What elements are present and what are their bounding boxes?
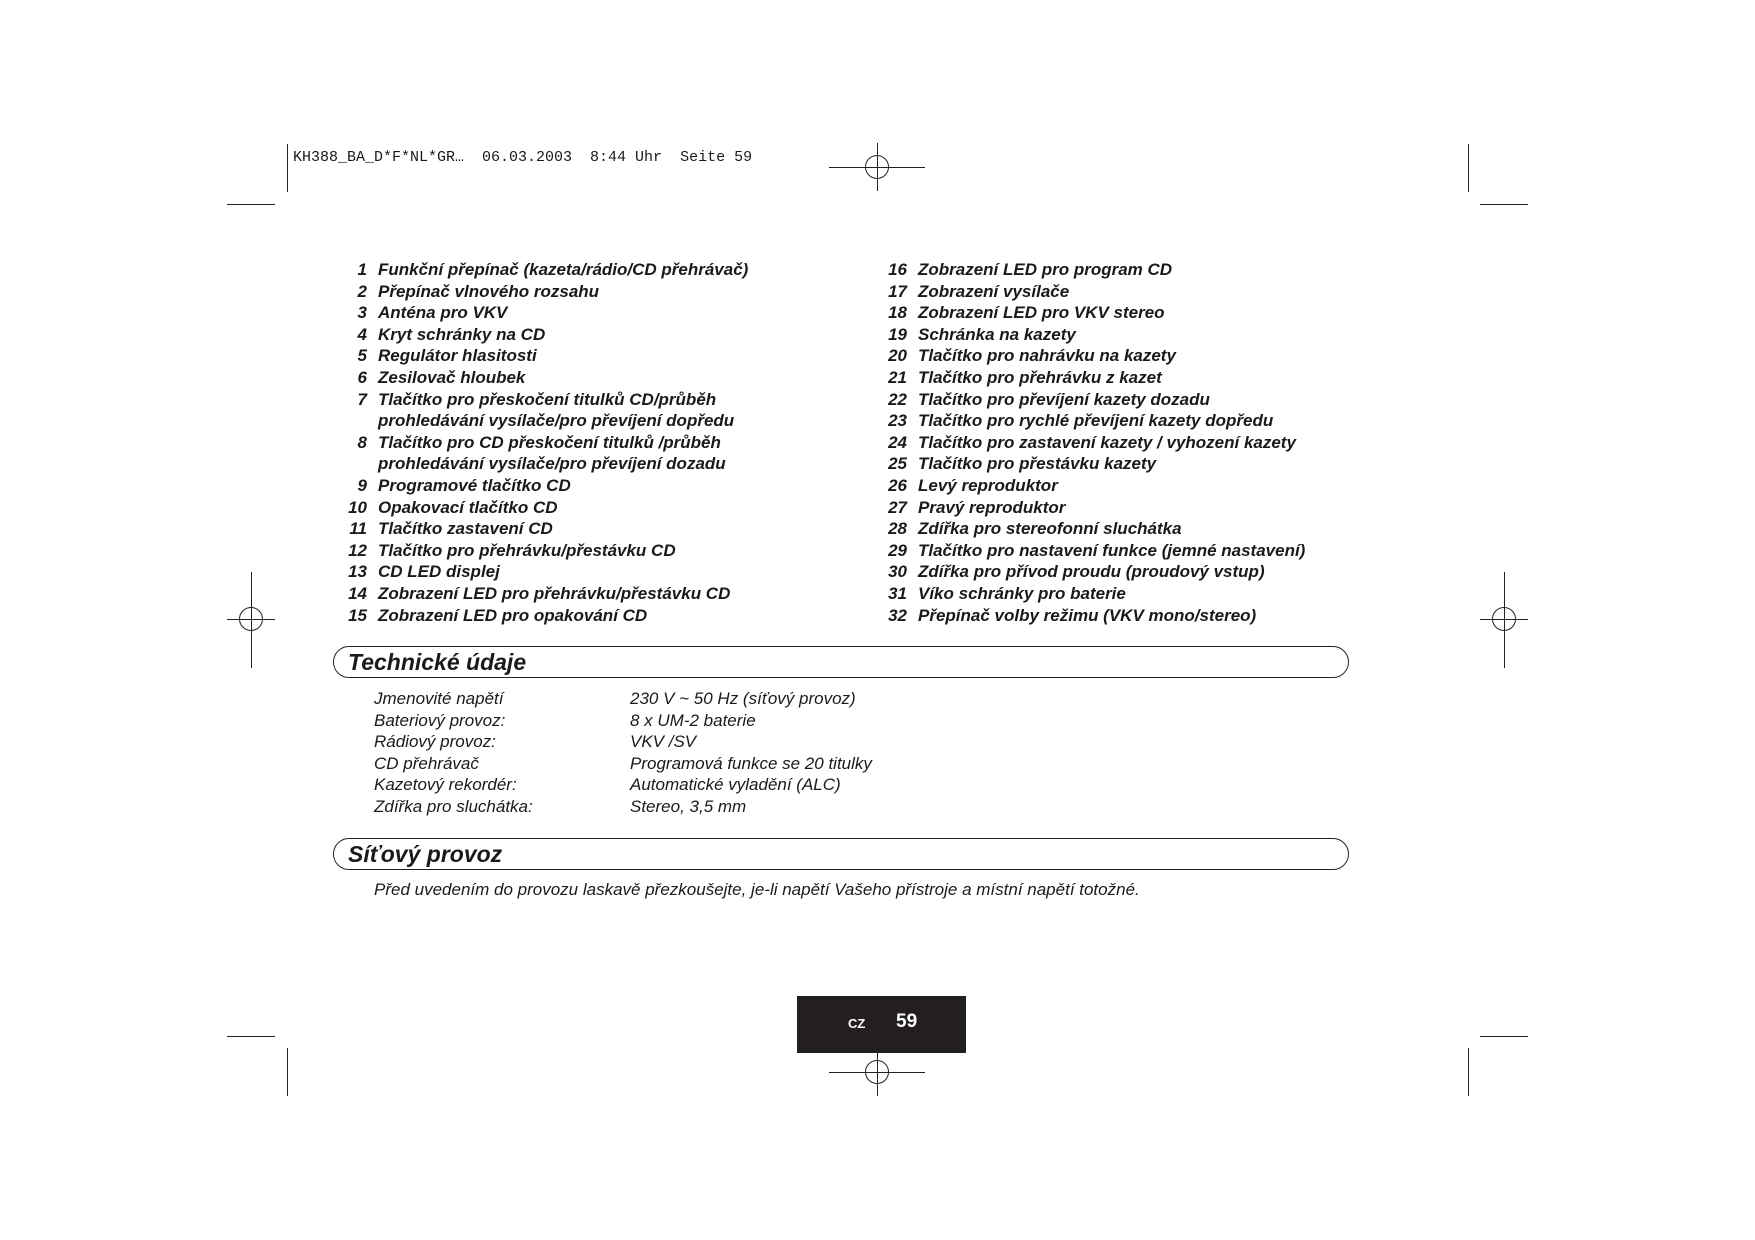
list-item: 18 Zobrazení LED pro VKV stereo <box>888 303 1165 323</box>
list-item: 29 Tlačítko pro nastavení funkce (jemné nastavení) <box>888 540 1306 560</box>
list-item: 5 Regulátor hlasitosti <box>357 346 537 366</box>
list-item: 6 Zesilovač hloubek <box>357 367 526 387</box>
table-row: Jmenovité napětí 230 V ~ 50 Hz (síťový provoz) <box>374 689 856 708</box>
crop-mark <box>287 1048 288 1096</box>
list-item: 32 Přepínač volby režimu (VKV mono/stereo) <box>888 605 1257 625</box>
list-item: 12 Tlačítko pro přehrávku/přestávku CD <box>348 540 676 560</box>
crop-mark <box>227 1036 275 1037</box>
list-item: 9 Programové tlačítko CD <box>357 475 571 495</box>
list-item: 30 Zdířka pro přívod proudu (proudový vstup) <box>888 562 1265 582</box>
mains-operation-header <box>333 838 1349 870</box>
list-item: 3 Anténa pro VKV <box>357 303 508 323</box>
table-row: Zdířka pro sluchátka: Stereo, 3,5 mm <box>374 796 747 816</box>
page-number: 59 <box>896 1011 918 1032</box>
list-item: 26 Levý reproduktor <box>888 475 1058 495</box>
list-item: 14 Zobrazení LED pro přehrávku/přestávku CD <box>348 583 731 603</box>
list-item: 15 Zobrazení LED pro opakování CD <box>348 605 648 625</box>
list-item: 10 Opakovací tlačítko CD <box>348 497 558 517</box>
language-code: CZ <box>848 1016 866 1031</box>
technical-data-header <box>333 646 1349 678</box>
list-item: 20 Tlačítko pro nahrávku na kazety <box>888 346 1176 366</box>
parts-list-right <box>873 259 1305 626</box>
print-slug: KH388_BA_D*F*NL*GR… 06.03.2003 8:44 Uhr Seite 59 <box>293 149 753 166</box>
crop-mark <box>1468 1048 1469 1096</box>
table-row: Kazetový rekordér: Automatické vyladění (ALC) <box>374 775 841 795</box>
list-item: 13 CD LED displej <box>348 562 500 582</box>
list-item: 31 Víko schránky pro baterie <box>888 583 1126 603</box>
list-item: 23 Tlačítko pro rychlé převíjení kazety dopředu <box>888 411 1274 431</box>
technical-data-table <box>374 688 872 818</box>
list-item: 27 Pravý reproduktor <box>888 497 1066 517</box>
list-item: 19 Schránka na kazety <box>888 324 1076 344</box>
crop-mark <box>227 204 275 205</box>
table-row: Bateriový provoz: 8 x UM-2 baterie <box>374 710 756 730</box>
crop-mark <box>1468 144 1469 192</box>
parts-list-left <box>333 259 748 626</box>
list-item: 11 Tlačítko zastavení CD <box>349 519 553 539</box>
mains-note: Před uvedením do provozu laskavě přezkoušejte, je-li napětí Vašeho přístroje a místní napětí totožné. <box>374 880 1140 899</box>
section-title: Síťový provoz <box>348 841 503 867</box>
section-title: Technické údaje <box>348 649 527 675</box>
table-row: Rádiový provoz: VKV /SV <box>374 732 697 752</box>
crop-mark <box>287 144 288 192</box>
list-item: 25 Tlačítko pro přestávku kazety <box>888 454 1157 474</box>
list-item: 21 Tlačítko pro přehrávku z kazet <box>888 367 1162 387</box>
list-item: 7 Tlačítko pro přeskočení titulků CD/průběh prohledávání vysílače/pro převíjení dopředu <box>357 389 735 431</box>
list-item: 1 Funkční přepínač (kazeta/rádio/CD přehrávač) <box>357 260 749 279</box>
crop-mark <box>1480 204 1528 205</box>
list-item: 28 Zdířka pro stereofonní sluchátka <box>888 519 1182 539</box>
list-item: 4 Kryt schránky na CD <box>357 324 546 344</box>
list-item: 17 Zobrazení vysílače <box>888 281 1070 301</box>
list-item: 22 Tlačítko pro převíjení kazety dozadu <box>888 389 1210 409</box>
crop-mark <box>1480 1036 1528 1037</box>
list-item: 2 Přepínač vlnového rozsahu <box>357 281 600 301</box>
page-footer-box <box>797 996 966 1053</box>
list-item: 24 Tlačítko pro zastavení kazety / vyhození kazety <box>888 432 1296 452</box>
list-item: 16 Zobrazení LED pro program CD <box>888 260 1173 279</box>
list-item: 8 Tlačítko pro CD přeskočení titulků /průběh prohledávání vysílače/pro převíjení dozadu <box>357 432 726 474</box>
table-row: CD přehrávač Programová funkce se 20 titulky <box>374 753 872 773</box>
